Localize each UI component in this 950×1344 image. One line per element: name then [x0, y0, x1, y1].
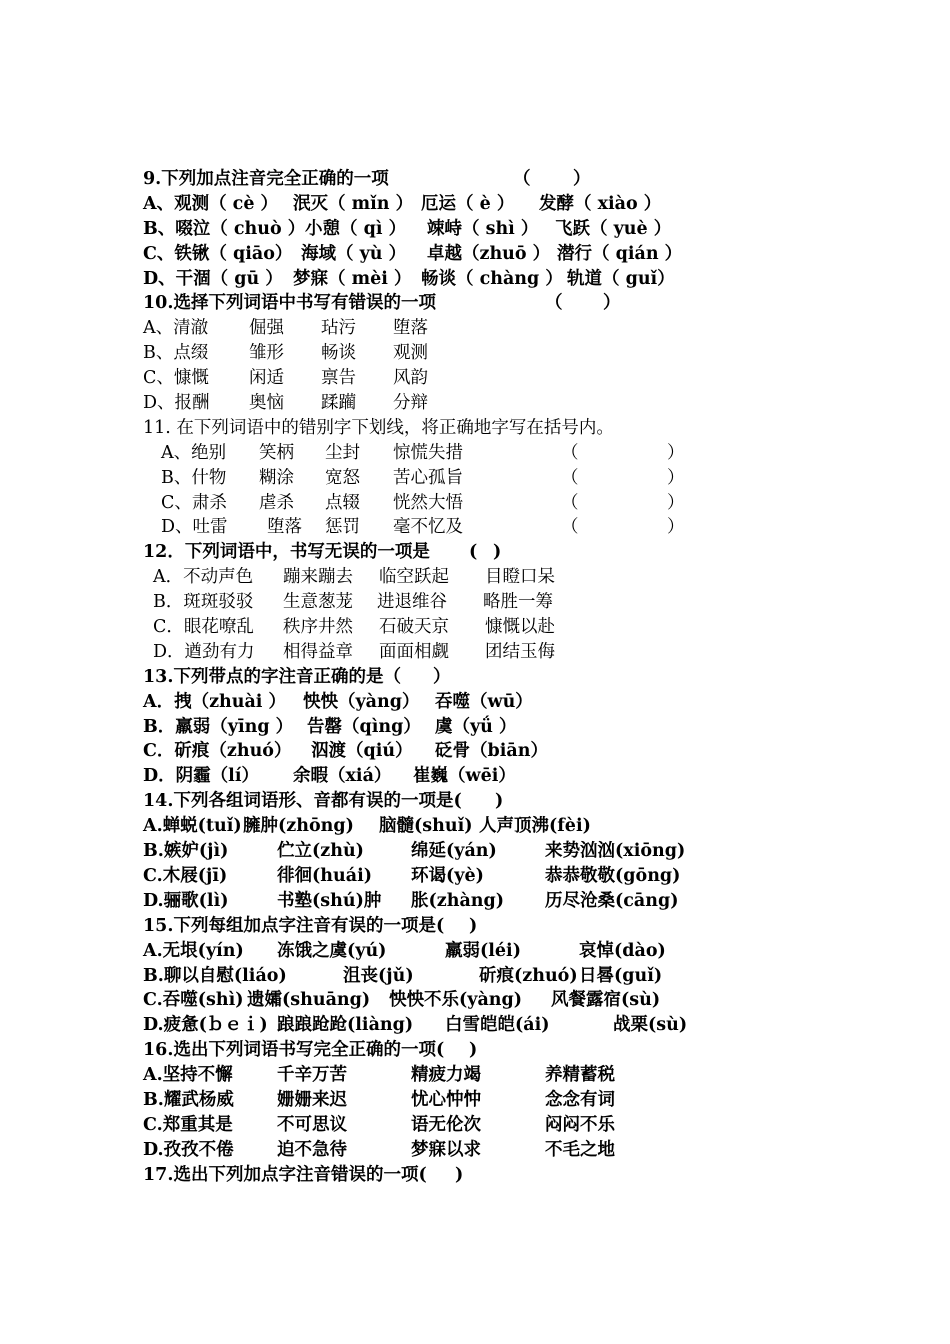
text-segment: 海域（ yù ）: [301, 243, 407, 264]
text-segment: 徘徊(huái): [277, 865, 372, 886]
text-line: [143, 839, 703, 864]
text-segment: B、啜泣（ chuò ）: [143, 218, 306, 239]
text-line: [143, 690, 703, 715]
text-line: [143, 391, 703, 416]
text-segment: A．拽（zhuài ）: [143, 691, 287, 712]
text-line: [143, 1013, 703, 1038]
text-segment: 白雪皑皑(ái): [445, 1015, 550, 1036]
text-segment: 冻饿之虞(yú): [277, 940, 387, 961]
text-segment: 11. 在下列词语中的错别字下划线，将正确地字写在括号内。: [143, 417, 614, 438]
text-segment: A.坚持不懈: [143, 1065, 233, 1086]
text-segment: 倔强: [249, 318, 284, 339]
text-segment: 奥恼: [249, 393, 284, 414]
text-segment: D、报酬: [143, 393, 210, 414]
text-line: [143, 1063, 703, 1088]
text-segment: 13.下列带点的字注音正确的是（: [143, 666, 401, 687]
text-segment: B．羸弱（yīng ）: [143, 716, 294, 737]
text-segment: C、铁锹（ qiāo）: [143, 243, 293, 264]
text-segment: ）: [573, 169, 591, 189]
text-line: [143, 1163, 703, 1188]
text-segment: 惊慌失措: [393, 442, 463, 463]
text-line: [143, 565, 703, 590]
text-segment: B.聊以自慰(liáo): [143, 965, 287, 986]
text-segment: D.孜孜不倦: [143, 1139, 234, 1160]
text-segment: 崔巍（wēi）: [413, 766, 516, 787]
text-segment: 小憩（ qì ）: [305, 218, 407, 239]
text-segment: 飞跃（ yuè ）: [555, 218, 672, 239]
text-segment: 畅谈（ chàng ）: [421, 268, 563, 289]
exam-document: [143, 167, 703, 1188]
text-segment: B、点缀: [143, 343, 209, 364]
text-segment: 吞噬（wū）: [435, 691, 533, 712]
text-segment: D．遒劲有力: [153, 641, 255, 662]
text-segment: (: [469, 542, 478, 563]
text-segment: 养精蓄税: [545, 1065, 615, 1086]
text-segment: ）: [433, 666, 451, 687]
text-segment: C.郑重其是: [143, 1114, 233, 1135]
text-segment: 14.下列各组词语形、音都有误的一项是(: [143, 791, 462, 812]
text-segment: ）: [667, 442, 685, 463]
text-segment: 不毛之地: [545, 1139, 615, 1160]
text-line: [143, 466, 703, 491]
text-segment: 踉踉跄跄(liàng): [277, 1015, 414, 1036]
text-segment: 笑柄: [259, 442, 294, 463]
text-segment: C、肃杀: [161, 492, 227, 513]
text-segment: C．眼花嘹乱: [153, 617, 254, 638]
text-line: [143, 491, 703, 516]
text-segment: 泯灭（ mǐn ）: [293, 193, 414, 214]
text-segment: ): [493, 542, 502, 563]
text-line: [143, 1138, 703, 1163]
text-segment: 千辛万苦: [277, 1065, 347, 1086]
text-segment: B.嫉妒(jì): [143, 841, 229, 862]
text-segment: 惩罚: [325, 517, 360, 538]
text-line: [143, 939, 703, 964]
text-segment: 风餐露宿(sù): [551, 990, 661, 1011]
text-segment: 宽怒: [325, 467, 360, 488]
text-segment: 蹦来蹦去: [283, 567, 353, 588]
text-segment: （: [561, 442, 579, 463]
text-segment: 忧心忡忡: [411, 1089, 481, 1110]
text-segment: 点辍: [325, 492, 360, 513]
text-segment: 脑髓(shuǐ): [379, 816, 473, 837]
text-segment: D、吐雷: [161, 517, 228, 538]
text-line: [143, 590, 703, 615]
text-segment: 语无伦次: [411, 1114, 481, 1135]
text-line: [143, 192, 703, 217]
text-segment: 面面相觑: [379, 641, 449, 662]
text-line: [143, 665, 703, 690]
text-segment: 哀悼(dào): [579, 940, 666, 961]
text-segment: 绵延(yán): [411, 841, 497, 862]
text-segment: 泅渡（qiú）: [311, 741, 413, 762]
text-segment: C、慷慨: [143, 368, 209, 389]
text-line: [143, 441, 703, 466]
text-segment: 遗孀(shuāng): [247, 990, 371, 1011]
text-segment: 禀告: [321, 368, 356, 389]
text-segment: 毫不忆及: [393, 517, 463, 538]
text-segment: C．斫痕（zhuó）: [143, 741, 292, 762]
text-line: [143, 914, 703, 939]
text-segment: B、什物: [161, 467, 227, 488]
text-line: [143, 1088, 703, 1113]
text-line: [143, 988, 703, 1013]
text-line: [143, 416, 703, 441]
text-segment: 人声顶沸(fèi): [479, 816, 591, 837]
text-segment: 来势汹汹(xiōng): [545, 841, 686, 862]
text-segment: （: [513, 169, 531, 189]
text-segment: 苦心孤旨: [393, 467, 463, 488]
text-line: [143, 789, 703, 814]
text-segment: 精疲力竭: [411, 1065, 481, 1086]
text-segment: A、清澈: [143, 318, 209, 339]
text-line: [143, 964, 703, 989]
text-segment: ): [495, 791, 504, 812]
text-segment: 闷闷不乐: [545, 1114, 615, 1135]
text-segment: 糊涂: [259, 467, 294, 488]
text-segment: A、绝别: [161, 442, 227, 463]
text-segment: 斫痕(zhuó): [479, 965, 578, 986]
text-line: [143, 640, 703, 665]
text-segment: ）: [667, 467, 685, 488]
text-segment: D．阴霾（lí）: [143, 766, 259, 787]
text-segment: 恍然大悟: [393, 492, 463, 513]
text-line: [143, 515, 703, 540]
text-segment: 风韵: [393, 368, 428, 389]
text-segment: 畅谈: [321, 343, 356, 364]
text-segment: 臃肿(zhōng): [243, 816, 354, 837]
text-segment: ）: [603, 293, 621, 314]
text-segment: 分辩: [393, 393, 428, 414]
text-segment: 略胜一筹: [483, 592, 553, 613]
text-segment: 玷污: [321, 318, 356, 339]
text-segment: 竦峙（ shì ）: [427, 218, 539, 239]
text-line: [143, 341, 703, 366]
text-segment: 迫不急待: [277, 1139, 347, 1160]
text-segment: 怏怏不乐(yàng): [389, 990, 523, 1011]
text-segment: （: [561, 517, 579, 538]
text-segment: 堕落: [393, 318, 428, 339]
text-segment: 羸弱(léi): [445, 940, 521, 961]
text-segment: 9.下列加点注音完全正确的一项: [143, 169, 389, 189]
text-line: [143, 366, 703, 391]
text-line: [143, 1038, 703, 1063]
text-segment: 蹂躏: [321, 393, 356, 414]
text-segment: 卓越（zhuō ）: [427, 243, 551, 264]
text-segment: A.无垠(yín): [143, 940, 244, 961]
text-line: [143, 814, 703, 839]
text-segment: 姗姗来迟: [277, 1089, 347, 1110]
text-line: [143, 291, 703, 316]
text-segment: 发酵（ xiào ）: [539, 193, 662, 214]
text-segment: 虐杀: [259, 492, 294, 513]
text-line: [143, 764, 703, 789]
text-segment: 日晷(guǐ): [579, 965, 663, 986]
text-line: [143, 242, 703, 267]
text-segment: ): [469, 1040, 478, 1061]
text-segment: 梦寐以求: [411, 1139, 481, 1160]
text-segment: 15.下列每组加点字注音有误的一项是(: [143, 915, 445, 936]
text-segment: 告罄（qìng）: [307, 716, 421, 737]
text-segment: 慷慨以赴: [485, 617, 555, 638]
text-line: [143, 615, 703, 640]
text-line: [143, 167, 703, 192]
text-segment: 临空跃起: [379, 567, 449, 588]
text-segment: 团结玉侮: [485, 641, 555, 662]
text-segment: 17.选出下列加点字注音错误的一项(: [143, 1164, 427, 1185]
text-line: [143, 1113, 703, 1138]
text-line: [143, 267, 703, 292]
text-segment: 书塾(shú)肿: [277, 890, 382, 911]
text-segment: D.骊歌(lì): [143, 890, 229, 911]
text-segment: A.蝉蜕(tuǐ): [143, 816, 242, 837]
text-segment: 相得益章: [283, 641, 353, 662]
text-segment: 不可思议: [277, 1114, 347, 1135]
text-segment: （: [545, 293, 563, 314]
text-line: [143, 217, 703, 242]
text-segment: B．斑斑驳驳: [153, 592, 254, 613]
text-segment: D、干涸（ gū ）: [143, 268, 283, 289]
text-segment: 恭恭敬敬(gōng): [545, 865, 681, 886]
text-segment: 潜行（ qián ）: [557, 243, 683, 264]
text-segment: 历尽沧桑(cāng): [545, 890, 679, 911]
text-segment: 秩序井然: [283, 617, 353, 638]
text-segment: 12．下列词语中，书写无误的一项是: [143, 542, 430, 563]
text-segment: 生意葱茏: [283, 592, 353, 613]
text-segment: （: [561, 492, 579, 513]
text-segment: 砭骨（biān）: [435, 741, 548, 762]
text-segment: 石破天京: [379, 617, 449, 638]
text-segment: 轨道（ guǐ）: [567, 268, 675, 289]
text-segment: 闲适: [249, 368, 284, 389]
text-segment: A、观测（ cè ）: [143, 193, 279, 214]
text-segment: 16.选出下列词语书写完全正确的一项(: [143, 1040, 445, 1061]
text-segment: D.疲惫(ｂｅｉ): [143, 1015, 268, 1036]
text-segment: 10.选择下列词语中书写有错误的一项: [143, 293, 436, 314]
text-line: [143, 739, 703, 764]
text-segment: 虞（yǘ ）: [435, 716, 517, 737]
text-segment: 目瞪口呆: [485, 567, 555, 588]
text-segment: ）: [667, 492, 685, 513]
text-segment: （: [561, 467, 579, 488]
text-segment: C.木屐(jī): [143, 865, 228, 886]
text-segment: ): [455, 1164, 464, 1185]
text-segment: 进退维谷: [377, 592, 447, 613]
text-segment: C.吞噬(shì): [143, 990, 244, 1011]
text-segment: 厄运（ è ）: [421, 193, 515, 214]
text-line: [143, 889, 703, 914]
text-segment: 观测: [393, 343, 428, 364]
text-segment: ): [469, 915, 478, 936]
text-segment: A．不动声色: [153, 567, 254, 588]
text-segment: B.耀武杨威: [143, 1089, 234, 1110]
text-segment: 伫立(zhù): [277, 841, 364, 862]
text-segment: 余暇（xiá）: [293, 766, 392, 787]
text-segment: 胀(zhàng): [411, 890, 505, 911]
text-line: [143, 316, 703, 341]
text-segment: 沮丧(jǔ): [343, 965, 414, 986]
text-line: [143, 540, 703, 565]
text-line: [143, 864, 703, 889]
text-segment: 念念有词: [545, 1089, 615, 1110]
text-line: [143, 715, 703, 740]
text-segment: 雏形: [249, 343, 284, 364]
text-segment: 环谒(yè): [411, 865, 484, 886]
text-segment: 怏怏（yàng）: [303, 691, 420, 712]
text-segment: ）: [667, 517, 685, 538]
text-segment: 堕落: [267, 517, 302, 538]
text-segment: 梦寐（ mèi ）: [293, 268, 412, 289]
text-segment: 战栗(sù): [613, 1015, 688, 1036]
text-segment: 尘封: [325, 442, 360, 463]
